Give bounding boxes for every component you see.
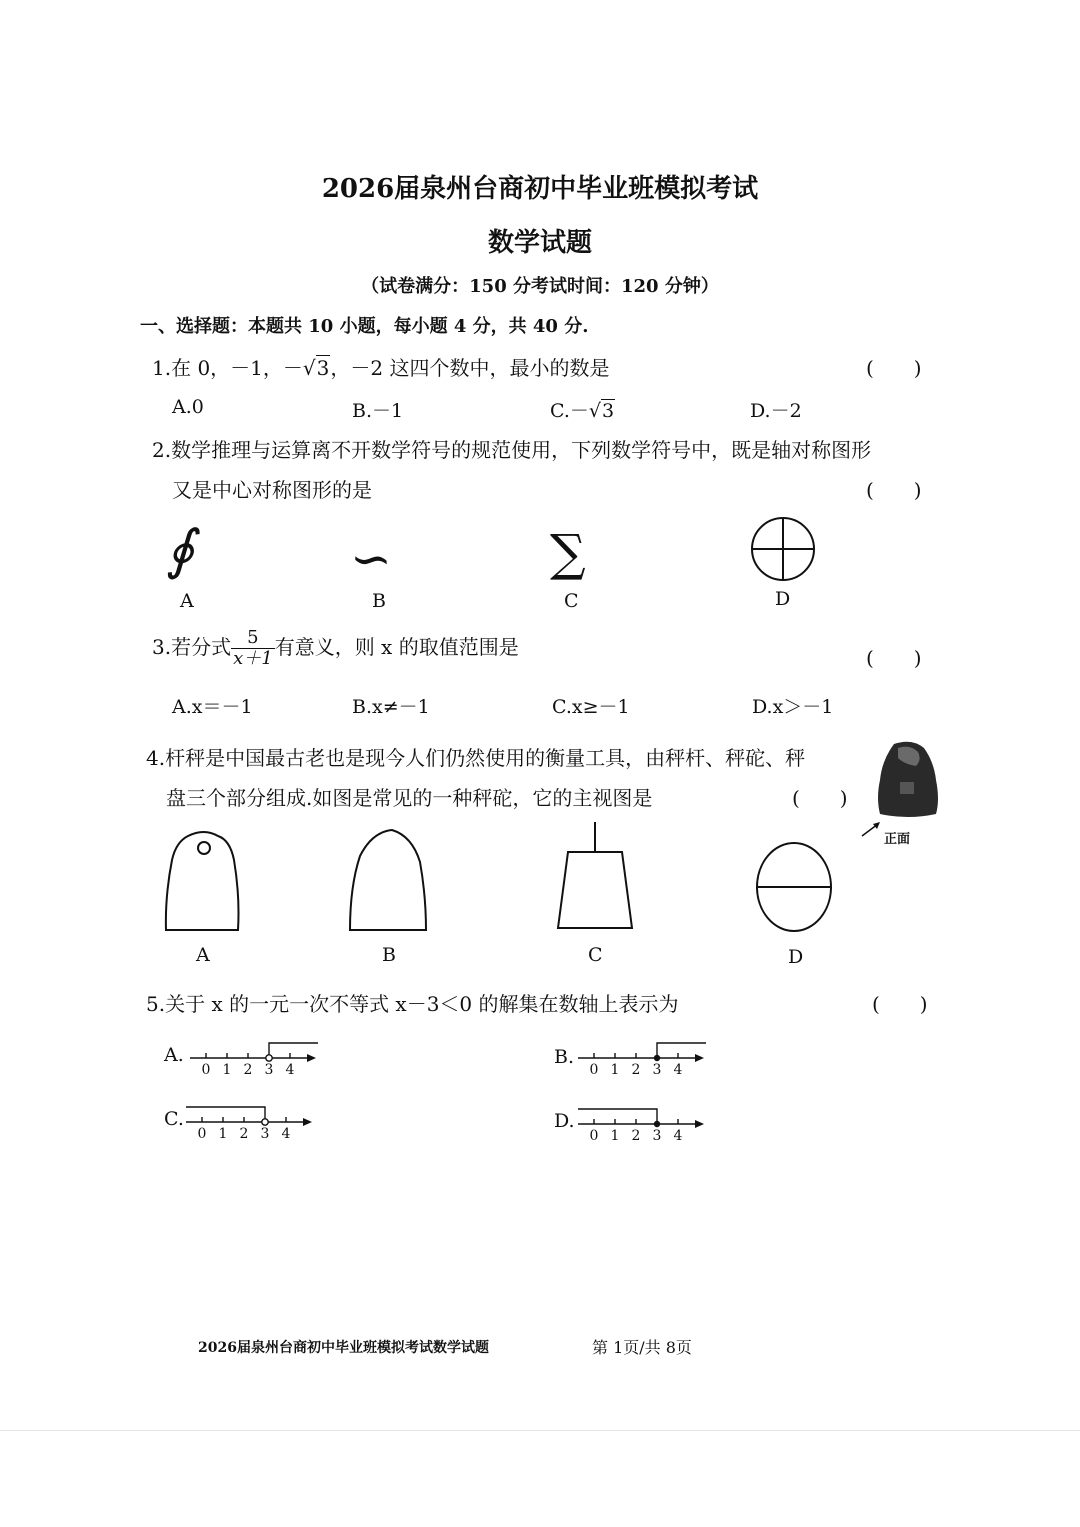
q3-option-b[interactable]: B.x≠－1 xyxy=(352,696,430,718)
q4-stem-line2: 盘三个部分组成.如图是常见的一种秤砣，它的主视图是 xyxy=(166,786,653,810)
q1-option-a[interactable]: A.0 xyxy=(172,396,204,418)
tick-label: 1 xyxy=(222,1062,232,1078)
tick-label: 2 xyxy=(243,1062,253,1078)
solution-bracket xyxy=(657,1043,706,1055)
hanging-hole xyxy=(198,842,210,854)
tick-label: 0 xyxy=(589,1062,599,1078)
closed-dot xyxy=(654,1121,660,1127)
tick-label: 3 xyxy=(260,1126,270,1142)
closed-dot xyxy=(654,1055,660,1061)
q3-answer-paren[interactable]: ( ) xyxy=(866,646,922,670)
q3-fraction-numerator: 5 xyxy=(231,628,275,649)
q4-answer-paren[interactable]: ( ) xyxy=(792,786,848,810)
q4-option-d-figure[interactable] xyxy=(754,840,836,936)
sqrt-icon: √ xyxy=(302,356,316,380)
tick-label: 1 xyxy=(610,1062,620,1078)
q5-option-b-number-line[interactable] xyxy=(574,1040,714,1080)
q3-stem xyxy=(152,628,519,669)
section-heading: 一、选择题：本题共 10 小题，每小题 4 分，共 40 分. xyxy=(140,316,589,337)
tick-label: 4 xyxy=(673,1128,683,1144)
q1-stem-post: ，－2 这四个数中，最小的数是 xyxy=(330,356,610,380)
page-divider xyxy=(0,1430,1080,1431)
bell-outline xyxy=(350,830,426,930)
tick-label: 1 xyxy=(610,1128,620,1144)
q5-option-a-label[interactable]: A. xyxy=(164,1044,184,1066)
q2-option-d-circle-cross-icon[interactable] xyxy=(748,514,818,584)
tick-label: 3 xyxy=(652,1062,662,1078)
q1-option-b[interactable]: B.－1 xyxy=(352,400,404,422)
tick-label: 0 xyxy=(589,1128,599,1144)
q3-option-d[interactable]: D.x＞－1 xyxy=(752,696,834,718)
q1-option-d[interactable]: D.－2 xyxy=(750,400,802,422)
bell-outline xyxy=(166,832,239,930)
tick-label: 4 xyxy=(285,1062,295,1078)
tick-label: 2 xyxy=(631,1128,641,1144)
q3-option-a[interactable]: A.x＝－1 xyxy=(172,696,253,718)
steelyard-weight-photo xyxy=(872,740,944,820)
axis-arrow-icon xyxy=(695,1120,704,1128)
q2-label-a: A xyxy=(180,590,194,612)
front-view-label: 正面 xyxy=(884,832,911,847)
q2-label-d: D xyxy=(775,588,791,610)
q4-option-b-figure[interactable] xyxy=(346,826,436,936)
q5-answer-paren[interactable]: ( ) xyxy=(872,992,928,1016)
q5-stem: 5.关于 x 的一元一次不等式 x－3＜0 的解集在数轴上表示为 xyxy=(146,992,679,1016)
q1-option-c-pre: C.－ xyxy=(550,400,589,422)
weight-mark xyxy=(900,782,914,794)
axis-arrow-icon xyxy=(695,1054,704,1062)
q1-stem xyxy=(152,352,609,381)
solution-bracket xyxy=(578,1109,657,1121)
q5-option-d-number-line[interactable] xyxy=(574,1106,714,1146)
q4-option-a-figure[interactable] xyxy=(160,826,250,936)
tick-label: 2 xyxy=(239,1126,249,1142)
q4-label-b: B xyxy=(382,944,396,966)
q5-option-a-number-line[interactable] xyxy=(186,1040,326,1080)
q2-option-b-similar-icon[interactable]: ∽ xyxy=(350,530,392,588)
q4-label-a: A xyxy=(196,944,210,966)
q5-option-c-number-line[interactable] xyxy=(182,1104,322,1144)
solution-bracket xyxy=(269,1043,318,1055)
open-dot xyxy=(266,1055,272,1061)
tick-label: 3 xyxy=(264,1062,274,1078)
tick-label: 0 xyxy=(201,1062,211,1078)
q3-fraction xyxy=(231,628,275,669)
tick-label: 4 xyxy=(281,1126,291,1142)
q2-stem-line2: 又是中心对称图形的是 xyxy=(172,478,372,502)
q3-option-c[interactable]: C.x≥－1 xyxy=(552,696,630,718)
axis-arrow-icon xyxy=(303,1118,312,1126)
q2-label-c: C xyxy=(564,590,579,612)
solution-bracket xyxy=(186,1107,265,1119)
q2-option-c-sigma-icon[interactable]: ∑ xyxy=(550,524,586,582)
subject-title: 数学试题 xyxy=(487,228,592,258)
exam-info: （试卷满分：150 分考试时间：120 分钟） xyxy=(361,276,719,297)
q4-label-d: D xyxy=(788,946,804,968)
front-direction-arrow-icon xyxy=(860,820,884,838)
sqrt-icon: √ xyxy=(588,400,602,422)
q1-answer-paren[interactable]: ( ) xyxy=(866,356,922,380)
exam-title: 2026届泉州台商初中毕业班模拟考试 xyxy=(321,174,759,204)
axis-arrow-icon xyxy=(307,1054,316,1062)
q3-stem-post: 有意义，则 x 的取值范围是 xyxy=(274,634,519,659)
q4-label-c: C xyxy=(588,944,603,966)
q1-radicand: 3 xyxy=(316,356,330,380)
open-dot xyxy=(262,1119,268,1125)
q3-fraction-denominator: x＋1 xyxy=(233,647,273,669)
tick-label: 2 xyxy=(631,1062,641,1078)
q2-answer-paren[interactable]: ( ) xyxy=(866,478,922,502)
q4-stem-line1: 4.杆秤是中国最古老也是现今人们仍然使用的衡量工具，由秤杆、秤砣、秤 xyxy=(146,746,806,770)
q1-option-c[interactable] xyxy=(550,396,615,423)
q2-stem-line1: 2.数学推理与运算离不开数学符号的规范使用，下列数学符号中，既是轴对称图形 xyxy=(152,438,872,462)
tick-label: 3 xyxy=(652,1128,662,1144)
footer-page-number: 第 1页/共 8页 xyxy=(592,1338,692,1357)
q2-label-b: B xyxy=(372,590,386,612)
trapezoid-outline xyxy=(558,852,632,928)
q1-option-c-radicand: 3 xyxy=(602,400,615,422)
q2-option-a-contour-integral-icon[interactable]: ∮ xyxy=(166,518,195,581)
q5-option-c-label[interactable]: C. xyxy=(164,1108,184,1130)
q5-option-d-label[interactable]: D. xyxy=(554,1110,575,1132)
tick-label: 1 xyxy=(218,1126,228,1142)
tick-label: 4 xyxy=(673,1062,683,1078)
q4-option-c-figure[interactable] xyxy=(554,820,640,932)
q3-stem-pre: 3.若分式 xyxy=(152,634,232,659)
q5-option-b-label[interactable]: B. xyxy=(554,1046,575,1068)
tick-label: 0 xyxy=(197,1126,207,1142)
q1-stem-pre: 1.在 0，－1，－ xyxy=(152,356,303,380)
footer-title: 2026届泉州台商初中毕业班模拟考试数学试题 xyxy=(198,1340,489,1356)
